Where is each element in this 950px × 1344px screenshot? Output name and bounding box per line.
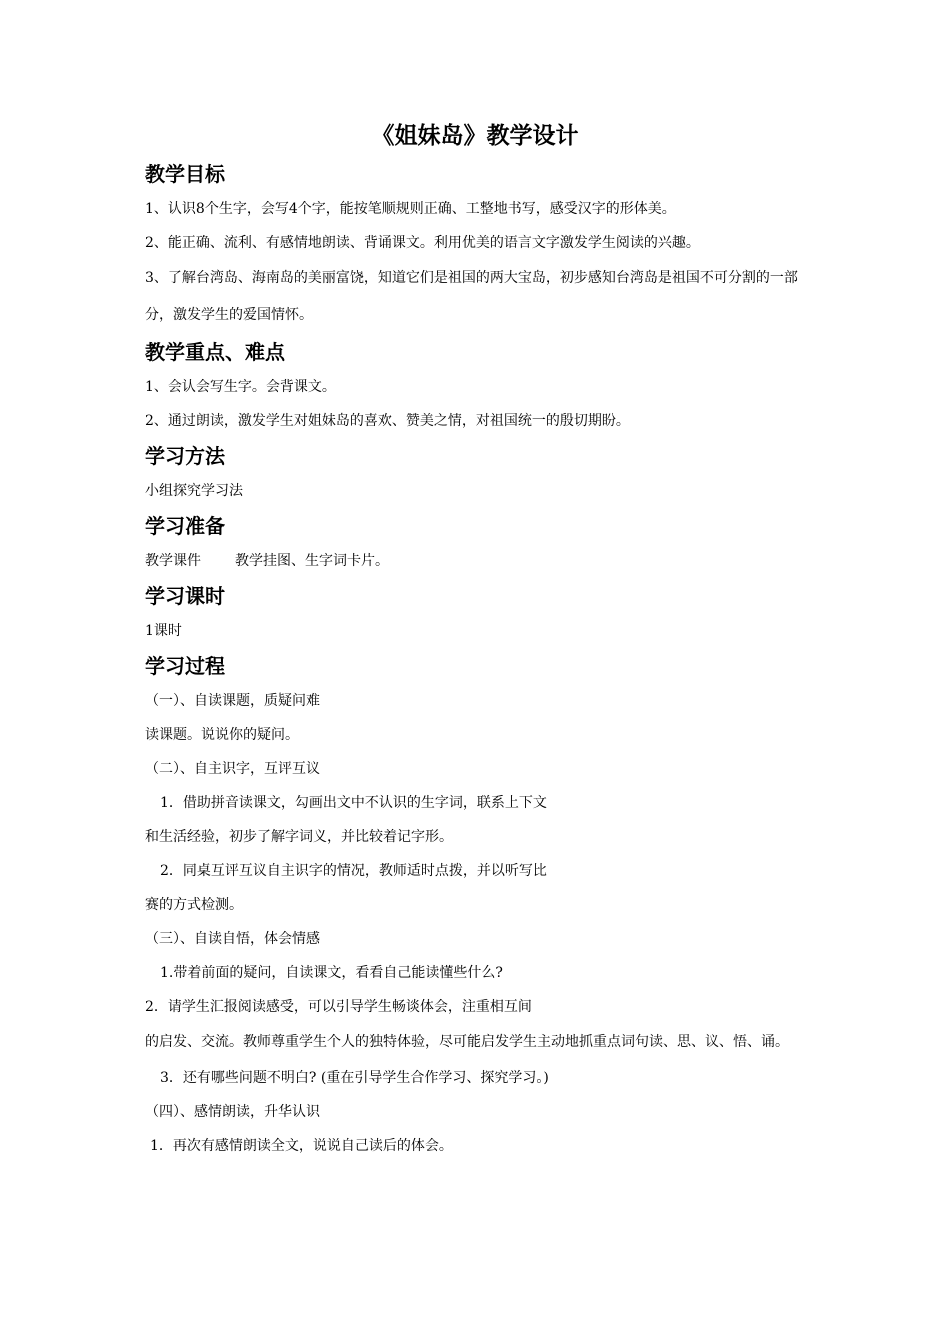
process-line: 读课题。说说你的疑问。 [145, 727, 299, 743]
goal-item-3: 3、了解台湾岛、海南岛的美丽富饶，知道它们是祖国的两大宝岛，初步感知台湾岛是祖国不可分割的一部分，激发学生的爱国情怀。 [145, 270, 798, 323]
prep-line [145, 544, 815, 578]
process-step-heading-2: （二）、自主识字，互评互议 [145, 761, 320, 777]
hours-text: 1课时 [145, 623, 182, 639]
document-body [145, 156, 815, 1163]
method-text: 小组探究学习法 [145, 483, 243, 499]
goal-item-2: 2、能正确、流利、有感情地朗读、背诵课文。利用优美的语言文字激发学生阅读的兴趣。 [145, 235, 700, 251]
goal-item-1: 1、认识8个生字，会写4个字，能按笔顺规则正确、工整地书写，感受汉字的形体美。 [145, 201, 676, 217]
section-heading-hours: 学习课时 [145, 584, 225, 608]
process-step-heading-3: （三）、自读自悟，体会情感 [145, 931, 320, 947]
keypoint-item-2: 2、通过朗读，激发学生对姐妹岛的喜欢、赞美之情，对祖国统一的殷切期盼。 [145, 413, 630, 429]
section-heading-process: 学习过程 [145, 654, 225, 678]
process-line: 1.带着前面的疑问，自读课文，看看自己能读懂些什么? [160, 965, 503, 981]
process-step-heading-1: （一）、自读课题，质疑问难 [145, 693, 320, 709]
section-heading-method: 学习方法 [145, 444, 225, 468]
keypoint-item-1: 1、会认会写生字。会背课文。 [145, 379, 336, 395]
section-heading-keypoints: 教学重点、难点 [145, 340, 285, 364]
section-heading-prep: 学习准备 [145, 514, 225, 538]
document-title: 《姐妹岛》教学设计 [371, 123, 579, 149]
process-line: 1．借助拼音读课文，勾画出文中不认识的生字词，联系上下文 [160, 795, 547, 811]
process-line: 赛的方式检测。 [145, 897, 243, 913]
process-line: 2．同桌互评互议自主识字的情况，教师适时点拨，并以听写比 [160, 863, 547, 879]
process-line: 1．再次有感情朗读全文，说说自己读后的体会。 [150, 1138, 453, 1154]
process-line: 2．请学生汇报阅读感受，可以引导学生畅谈体会，注重相互间 [145, 999, 532, 1015]
process-line: 和生活经验，初步了解字词义，并比较着记字形。 [145, 829, 453, 845]
section-heading-goals: 教学目标 [145, 162, 225, 186]
process-line: 的启发、交流。教师尊重学生个人的独特体验，尽可能启发学生主动地抓重点词句读、思、议、悟、诵。 [145, 1034, 789, 1050]
prep-courseware: 教学课件 [145, 553, 201, 569]
process-line: 3．还有哪些问题不明白? (重在引导学生合作学习、探究学习。) [160, 1070, 549, 1086]
process-step-heading-4: （四）、感情朗读，升华认识 [145, 1104, 320, 1120]
prep-materials: 教学挂图、生字词卡片。 [235, 553, 389, 569]
